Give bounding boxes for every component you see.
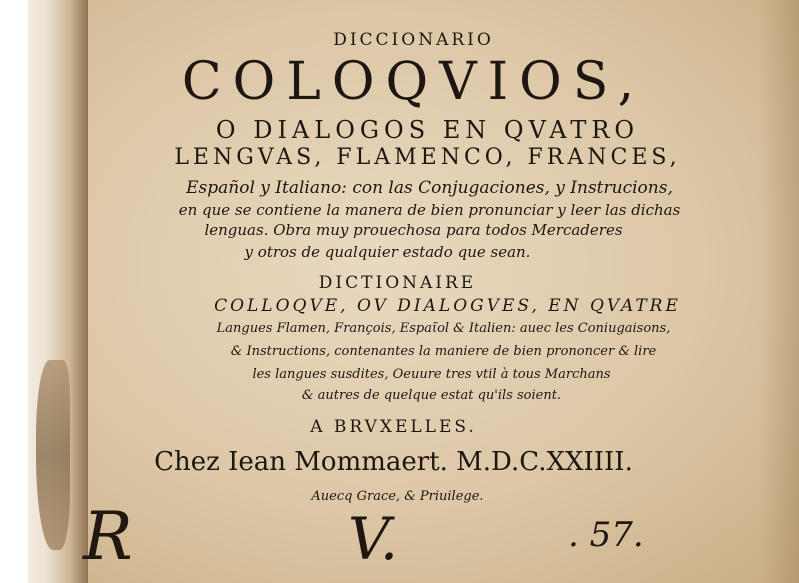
imprint-city: A BRVXELLES. (310, 417, 477, 437)
title-coloquios: COLOQVIOS, (181, 52, 646, 112)
title-page-text (28, 0, 799, 583)
spanish-desc-4: y otros de qualquier estado que sean. (244, 243, 531, 261)
french-title: DICTIONAIRE (318, 273, 477, 293)
handwritten-mark-v: V. (348, 505, 399, 573)
spanish-desc-2: en que se contiene la manera de bien pronunciar y leer las dichas (178, 201, 681, 219)
spanish-desc-3: lenguas. Obra muy prouechosa para todos Mercaderes (204, 221, 623, 239)
book-page (28, 0, 799, 583)
french-desc-2: & Instructions, contenantes la maniere de bien prononcer & lire (230, 344, 657, 359)
french-desc-4: & autres de quelque estat qu'ils soient. (301, 388, 562, 403)
title-dicc: DICCIONARIO (333, 30, 494, 50)
subtitle-dialogos: O DIALOGOS EN QVATRO (215, 116, 640, 144)
french-desc-3: les langues susdites, Oeuure tres vtil à tous Marchans (252, 367, 611, 382)
imprint-printer: Chez Iean Mommaert. M.D.C.XXIIII. (154, 447, 633, 477)
subtitle-lenguas: LENGVAS, FLAMENCO, FRANCES, (174, 145, 681, 170)
spanish-desc-1: Español y Italiano: con las Conjugaciones, y Instrucions, (186, 178, 673, 198)
privilege-line: Auecq Grace, & Priuilege. (311, 489, 484, 504)
handwritten-mark-number: . 57. (568, 515, 644, 555)
french-desc-1: Langues Flamen, François, Espaῖol & Italien: auec les Coniugaisons, (216, 321, 671, 336)
french-subtitle: COLLOQVE, OV DIALOGVES, EN QVATRE (214, 296, 681, 316)
handwritten-mark-r: R (83, 498, 133, 575)
